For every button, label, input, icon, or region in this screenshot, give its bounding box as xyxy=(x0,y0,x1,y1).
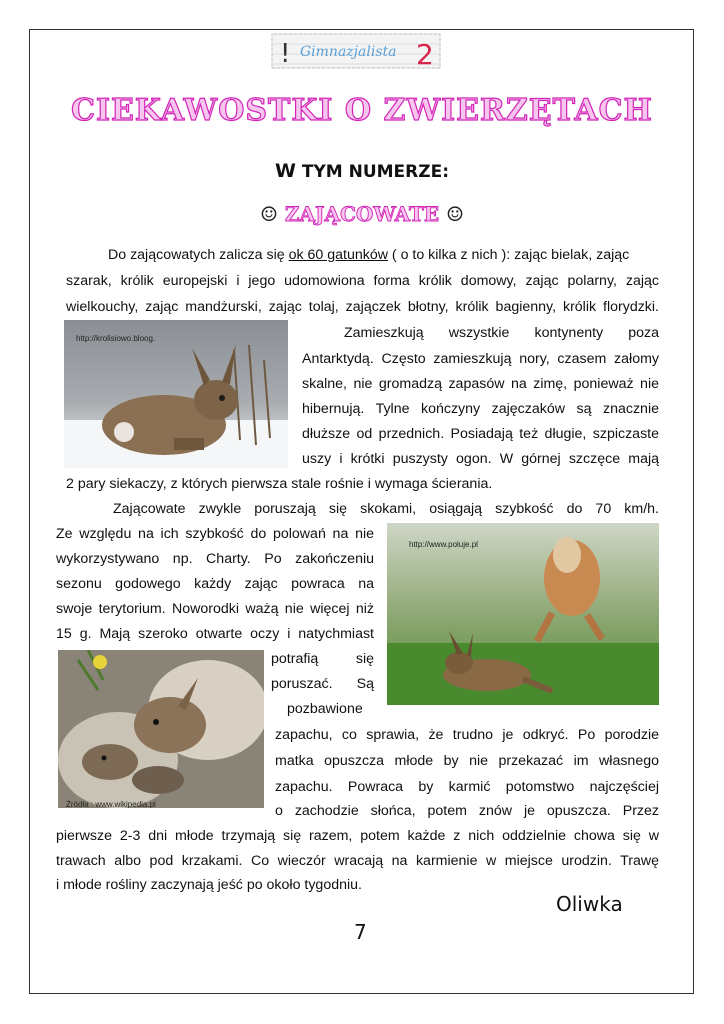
species-count-link: ok 60 gatunków xyxy=(288,247,388,263)
text-line: trawach albo pod krzakami. Co wieczór wracają na karmienie w miejsce urodzin. Trawę xyxy=(56,853,659,869)
text-line: wykorzystywano np. Charty. Po zakończeniu xyxy=(56,551,374,567)
text-line: pozbawione xyxy=(287,701,363,717)
greyhound-hare-photo xyxy=(387,523,659,705)
text-line: dłuższe od przednich. Posiadają też długie, szpiczaste xyxy=(302,426,659,442)
text-line: pierwsze 2-3 dni młode trzymają się razem, potem każde z nich oddzielnie chowa się w xyxy=(56,828,659,844)
author-signature: Oliwka xyxy=(556,892,623,916)
subtitle-initial: W xyxy=(274,160,296,182)
text-line: uszy i krótki puszysty ogon. W górnej szczęce mają xyxy=(302,451,659,467)
photo-source-caption: Źródła : www.wikipedia.pl xyxy=(66,800,156,808)
text-line: zapachu. Powraca by karmić potomstwo najczęściej xyxy=(275,779,659,795)
gimnazjalista-logo xyxy=(270,30,442,72)
text-line: poruszać. Są xyxy=(271,676,374,692)
logo-text: Gimnazjalista xyxy=(300,44,397,60)
text-line: sezonu godowego każdy zając powraca na xyxy=(56,576,374,592)
text-line: Ze względu na ich szybkość do polowań na nie xyxy=(56,526,374,542)
subtitle-rest: TYM NUMERZE: xyxy=(295,162,450,182)
page-title: CIEKAWOSTKI O ZWIERZĘTACH xyxy=(71,93,653,128)
photo-source-caption: http://krolisiowo.bloog. xyxy=(76,334,156,343)
text-fragment: ( o to kilka z nich ): zając bielak, zając xyxy=(387,247,630,263)
text-line: Zającowate zwykle poruszają się skokami, osiągają szybkość do 70 km/h. xyxy=(113,501,659,517)
text-fragment: Do zającowatych zalicza się xyxy=(108,247,289,263)
page-number: 7 xyxy=(354,920,367,944)
text-line: 15 g. Mają szeroko otwarte oczy i natychmiast xyxy=(56,626,374,642)
text-line: potrafią się xyxy=(271,651,374,667)
text-line: hibernują. Tylne kończyny zajęczaków są znacznie xyxy=(302,401,659,417)
logo-mark: ! xyxy=(280,39,291,69)
rabbit-photo xyxy=(64,320,288,468)
text-line: 2 pary siekaczy, z których pierwsza stale rośnie i wymaga ścierania. xyxy=(66,476,493,492)
photo-source-caption: http://www.poluje.pl xyxy=(409,540,478,549)
logo-number: 2 xyxy=(416,38,434,71)
text-line: zapachu, co sprawia, że trudno je odkryć. Po porodzie xyxy=(275,727,659,743)
text-line: swoje terytorium. Noworodki ważą nie więcej niż xyxy=(56,601,374,617)
text-line: o zachodzie słońca, potem znów je opuszcza. Przez xyxy=(275,803,659,819)
text-line xyxy=(108,246,629,264)
text-line: Zamieszkują wszystkie kontynenty poza xyxy=(344,325,659,341)
section-heading-text: ZAJĄCOWATE xyxy=(284,202,440,226)
text-line: i młode rośliny zaczynają jeść po około tygodniu. xyxy=(56,877,362,893)
baby-rabbits-photo xyxy=(58,650,264,808)
smiley-icon: ☺ xyxy=(260,202,278,226)
text-line: szarak, królik europejski i jego udomowiona forma królik domowy, zając polarny, zając xyxy=(66,273,659,289)
text-line: matka opuszcza młode by nie przekazać im własnego xyxy=(275,753,659,769)
text-line: Antarktydą. Często zamieszkują nory, czasem załomy xyxy=(302,351,659,367)
smiley-icon: ☺ xyxy=(446,202,464,226)
text-line: skalne, nie gromadzą zapasów na zimę, ponieważ nie xyxy=(302,376,659,392)
section-heading xyxy=(0,202,724,226)
text-line: wielkouchy, zając mandżurski, zając tolaj, zajączek błotny, królik bagienny, królik florydzki. xyxy=(66,299,659,315)
issue-subtitle xyxy=(0,160,724,182)
